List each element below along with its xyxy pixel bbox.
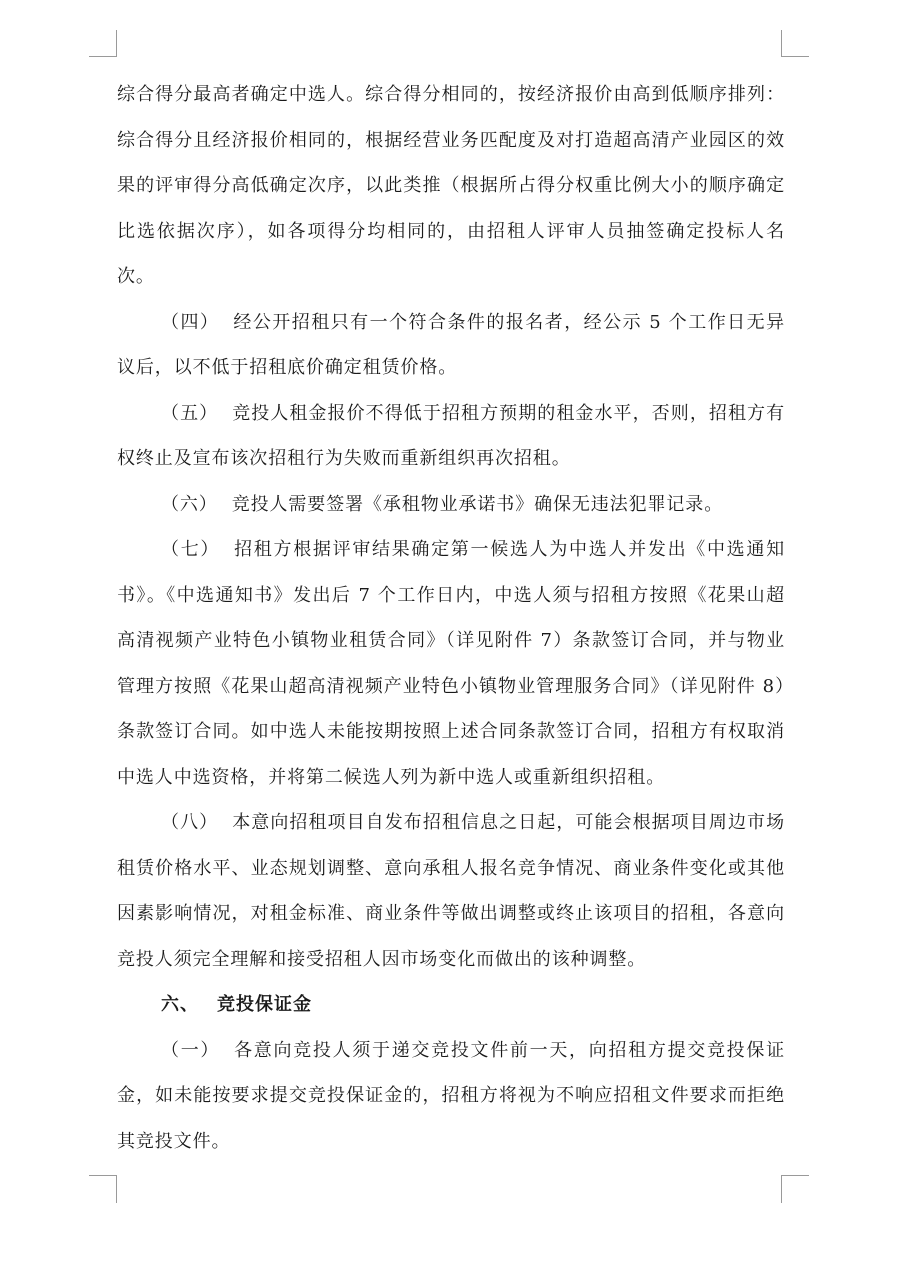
paragraph-text: 综合得分最高者确定中选人。综合得分相同的，按经济报价由高到低顺序排列：综合得分且经济报价相同的，根据经营业务匹配度及对打造超高清产业园区的效果的评审得分高低确定次序，以此类推（根据所占得分权重比例大小的顺序确定比选依据次序），如各项得分均相同的，由招租人评审人员抽签确定投标人名次。 (117, 84, 785, 287)
clause-number: （八） (161, 812, 219, 833)
corner-mark-top-right-vertical (781, 30, 782, 57)
clause-7 (117, 527, 785, 800)
corner-mark-bottom-left-vertical (116, 1175, 117, 1203)
clause-number: （六） (161, 493, 218, 515)
clause-4 (117, 300, 785, 391)
corner-mark-top-left-vertical (116, 30, 117, 57)
clause-number: （四） (161, 311, 220, 333)
clause-number: （五） (161, 402, 219, 424)
clause-text: 竞投人租金报价不得低于招租方预期的租金水平，否则，招租方有权终止及宣布该次招租行为失败而重新组织再次招租。 (117, 402, 785, 469)
corner-mark-bottom-left-horizontal (89, 1175, 117, 1176)
clause-number: （一） (161, 1039, 221, 1061)
clause-number: （七） (161, 539, 221, 560)
clause-text: 各意向竞投人须于递交竞投文件前一天，向招租方提交竞投保证金，如未能按要求提交竞投保证金的，招租方将视为不响应招租文件要求而拒绝其竞投文件。 (117, 1039, 785, 1152)
corner-mark-bottom-right-vertical (781, 1175, 782, 1203)
clause-text: 经公开招租只有一个符合条件的报名者，经公示 5 个工作日无异议后，以不低于招租底价确定租赁价格。 (117, 311, 785, 378)
document-body (117, 72, 785, 1164)
section-number: 六、 (161, 994, 199, 1015)
clause-6 (117, 482, 785, 528)
clause-5 (117, 391, 785, 482)
clause-8 (117, 800, 785, 982)
clause-text: 本意向招租项目自发布招租信息之日起，可能会根据项目周边市场租赁价格水平、业态规划调整、意向承租人报名竞争情况、商业条件变化或其他因素影响情况，对租金标准、商业条件等做出调整或终止该项目的招租，各意向竞投人须完全理解和接受招租人因市场变化而做出的该种调整。 (117, 812, 785, 970)
corner-mark-bottom-right-horizontal (781, 1175, 809, 1176)
section-title: 竞投保证金 (217, 994, 312, 1015)
section-clause-1 (117, 1028, 785, 1165)
corner-mark-top-right-horizontal (781, 56, 809, 57)
section-heading (117, 982, 785, 1028)
clause-text: 招租方根据评审结果确定第一候选人为中选人并发出《中选通知书》。《中选通知书》发出后 7 个工作日内，中选人须与招租方按照《花果山超高清视频产业特色小镇物业租赁合同》（详见附件 7）条款签订合同，并与物业管理方按照《花果山超高清视频产业特色小镇物业管理服务合同》（详见附件 8）条款签订合同。如中选人未能按期按照上述合同条款签订合同，招租方有权取消中选人中选资格，并将第二候选人列为新中选人或重新组织招租。 (117, 539, 785, 788)
clause-text: 竞投人需要签署《承租物业承诺书》确保无违法犯罪记录。 (231, 493, 724, 515)
corner-mark-top-left-horizontal (89, 56, 117, 57)
paragraph-continued (117, 72, 785, 300)
